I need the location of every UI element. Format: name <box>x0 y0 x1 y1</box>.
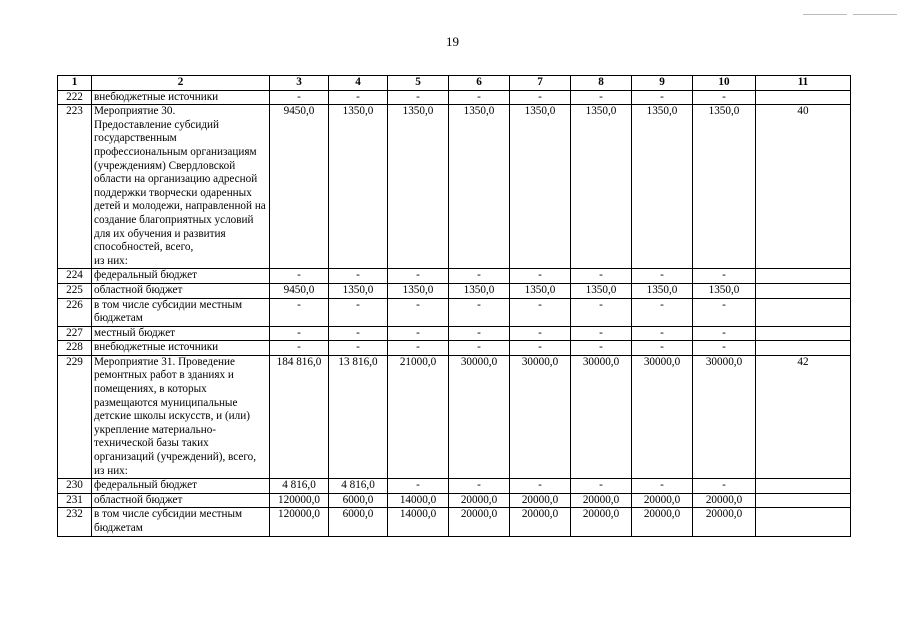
value-cell: - <box>388 479 449 494</box>
value-cell: - <box>270 298 329 326</box>
reference-cell <box>756 298 851 326</box>
header-cell: 10 <box>693 76 756 91</box>
reference-cell <box>756 341 851 356</box>
value-cell: 1350,0 <box>329 105 388 269</box>
value-cell: - <box>270 341 329 356</box>
row-description: внебюджетные источники <box>92 341 270 356</box>
reference-cell <box>756 493 851 508</box>
value-cell: 20000,0 <box>632 493 693 508</box>
value-cell: - <box>571 90 632 105</box>
value-cell: 4 816,0 <box>270 479 329 494</box>
row-number: 226 <box>58 298 92 326</box>
row-number: 229 <box>58 355 92 478</box>
value-cell: 20000,0 <box>449 493 510 508</box>
value-cell: - <box>632 269 693 284</box>
value-cell: 1350,0 <box>693 283 756 298</box>
value-cell: 184 816,0 <box>270 355 329 478</box>
value-cell: 1350,0 <box>388 105 449 269</box>
value-cell: - <box>693 326 756 341</box>
header-cell: 5 <box>388 76 449 91</box>
value-cell: 20000,0 <box>510 508 571 536</box>
row-number: 227 <box>58 326 92 341</box>
value-cell: - <box>632 298 693 326</box>
row-description: в том числе субсидии местным бюджетам <box>92 508 270 536</box>
table-row <box>58 90 851 105</box>
row-description: местный бюджет <box>92 326 270 341</box>
reference-cell <box>756 326 851 341</box>
value-cell: 1350,0 <box>449 105 510 269</box>
value-cell: - <box>329 269 388 284</box>
row-description: федеральный бюджет <box>92 269 270 284</box>
reference-cell <box>756 283 851 298</box>
header-cell: 1 <box>58 76 92 91</box>
value-cell: - <box>693 269 756 284</box>
corner-marks <box>797 2 897 20</box>
value-cell: - <box>571 479 632 494</box>
row-description: Мероприятие 30. Предоставление субсидий государственным профессиональным организациям (учреждениям) Свердловской области на организацию адресной поддержки творчески одаренных детей и молодежи, направленной на создание благоприятных условий для их обучения и развития способностей, всего, из них: <box>92 105 270 269</box>
row-number: 228 <box>58 341 92 356</box>
value-cell: - <box>329 341 388 356</box>
value-cell: - <box>388 90 449 105</box>
corner-mark <box>803 14 847 15</box>
value-cell: - <box>388 326 449 341</box>
row-description: областной бюджет <box>92 283 270 298</box>
value-cell: 20000,0 <box>693 493 756 508</box>
value-cell: - <box>510 269 571 284</box>
budget-table <box>57 75 851 537</box>
value-cell: - <box>510 326 571 341</box>
value-cell: - <box>270 269 329 284</box>
value-cell: 1350,0 <box>449 283 510 298</box>
header-cell: 4 <box>329 76 388 91</box>
value-cell: 1350,0 <box>510 105 571 269</box>
value-cell: - <box>571 326 632 341</box>
header-cell: 7 <box>510 76 571 91</box>
value-cell: 1350,0 <box>632 105 693 269</box>
table-header-row <box>58 76 851 91</box>
value-cell: - <box>571 269 632 284</box>
value-cell: 30000,0 <box>632 355 693 478</box>
value-cell: - <box>693 90 756 105</box>
value-cell: - <box>449 269 510 284</box>
header-cell: 3 <box>270 76 329 91</box>
value-cell: - <box>510 298 571 326</box>
value-cell: 20000,0 <box>510 493 571 508</box>
table-row <box>58 508 851 536</box>
header-cell: 6 <box>449 76 510 91</box>
table-row <box>58 479 851 494</box>
header-cell: 9 <box>632 76 693 91</box>
value-cell: - <box>693 298 756 326</box>
value-cell: 21000,0 <box>388 355 449 478</box>
value-cell: 20000,0 <box>449 508 510 536</box>
value-cell: 9450,0 <box>270 105 329 269</box>
value-cell: 6000,0 <box>329 493 388 508</box>
value-cell: - <box>571 298 632 326</box>
row-description: в том числе субсидии местным бюджетам <box>92 298 270 326</box>
value-cell: - <box>388 341 449 356</box>
value-cell: 30000,0 <box>693 355 756 478</box>
row-description: областной бюджет <box>92 493 270 508</box>
row-description: федеральный бюджет <box>92 479 270 494</box>
value-cell: - <box>449 90 510 105</box>
row-description: Мероприятие 31. Проведение ремонтных работ в зданиях и помещениях, в которых размещаются муниципальные детские школы искусств, и (или) укрепление материально-технической базы таких организаций (учреждений), всего, из них: <box>92 355 270 478</box>
value-cell: - <box>388 269 449 284</box>
value-cell: 20000,0 <box>571 508 632 536</box>
value-cell: 1350,0 <box>632 283 693 298</box>
value-cell: 20000,0 <box>632 508 693 536</box>
row-description: внебюджетные источники <box>92 90 270 105</box>
value-cell: - <box>329 298 388 326</box>
row-number: 232 <box>58 508 92 536</box>
value-cell: 13 816,0 <box>329 355 388 478</box>
value-cell: - <box>270 90 329 105</box>
header-cell: 11 <box>756 76 851 91</box>
row-number: 231 <box>58 493 92 508</box>
value-cell: 30000,0 <box>571 355 632 478</box>
value-cell: 14000,0 <box>388 493 449 508</box>
value-cell: 30000,0 <box>510 355 571 478</box>
reference-cell: 40 <box>756 105 851 269</box>
header-cell: 8 <box>571 76 632 91</box>
value-cell: - <box>449 341 510 356</box>
value-cell: 9450,0 <box>270 283 329 298</box>
value-cell: - <box>329 326 388 341</box>
page-number: 19 <box>446 34 459 49</box>
value-cell: - <box>329 90 388 105</box>
value-cell: - <box>632 326 693 341</box>
reference-cell <box>756 90 851 105</box>
value-cell: - <box>510 90 571 105</box>
value-cell: - <box>632 341 693 356</box>
value-cell: - <box>449 479 510 494</box>
value-cell: 6000,0 <box>329 508 388 536</box>
value-cell: - <box>693 479 756 494</box>
value-cell: 14000,0 <box>388 508 449 536</box>
value-cell: - <box>388 298 449 326</box>
row-number: 225 <box>58 283 92 298</box>
table-row <box>58 269 851 284</box>
row-number: 230 <box>58 479 92 494</box>
table-row <box>58 341 851 356</box>
value-cell: 1350,0 <box>693 105 756 269</box>
value-cell: 4 816,0 <box>329 479 388 494</box>
value-cell: - <box>510 479 571 494</box>
value-cell: 20000,0 <box>571 493 632 508</box>
value-cell: - <box>632 479 693 494</box>
value-cell: - <box>449 326 510 341</box>
value-cell: 1350,0 <box>510 283 571 298</box>
row-number: 222 <box>58 90 92 105</box>
value-cell: 120000,0 <box>270 508 329 536</box>
value-cell: 1350,0 <box>388 283 449 298</box>
value-cell: - <box>510 341 571 356</box>
table-row <box>58 326 851 341</box>
value-cell: 20000,0 <box>693 508 756 536</box>
value-cell: - <box>270 326 329 341</box>
value-cell: 1350,0 <box>571 105 632 269</box>
row-number: 224 <box>58 269 92 284</box>
value-cell: - <box>693 341 756 356</box>
reference-cell <box>756 508 851 536</box>
reference-cell: 42 <box>756 355 851 478</box>
reference-cell <box>756 269 851 284</box>
value-cell: 1350,0 <box>329 283 388 298</box>
value-cell: 120000,0 <box>270 493 329 508</box>
row-number: 223 <box>58 105 92 269</box>
value-cell: - <box>571 341 632 356</box>
table-row <box>58 298 851 326</box>
table-row <box>58 105 851 269</box>
value-cell: - <box>449 298 510 326</box>
value-cell: 1350,0 <box>571 283 632 298</box>
header-cell: 2 <box>92 76 270 91</box>
table-row <box>58 355 851 478</box>
reference-cell <box>756 479 851 494</box>
table-row <box>58 493 851 508</box>
table-row <box>58 283 851 298</box>
value-cell: 30000,0 <box>449 355 510 478</box>
corner-mark <box>853 14 897 15</box>
value-cell: - <box>632 90 693 105</box>
